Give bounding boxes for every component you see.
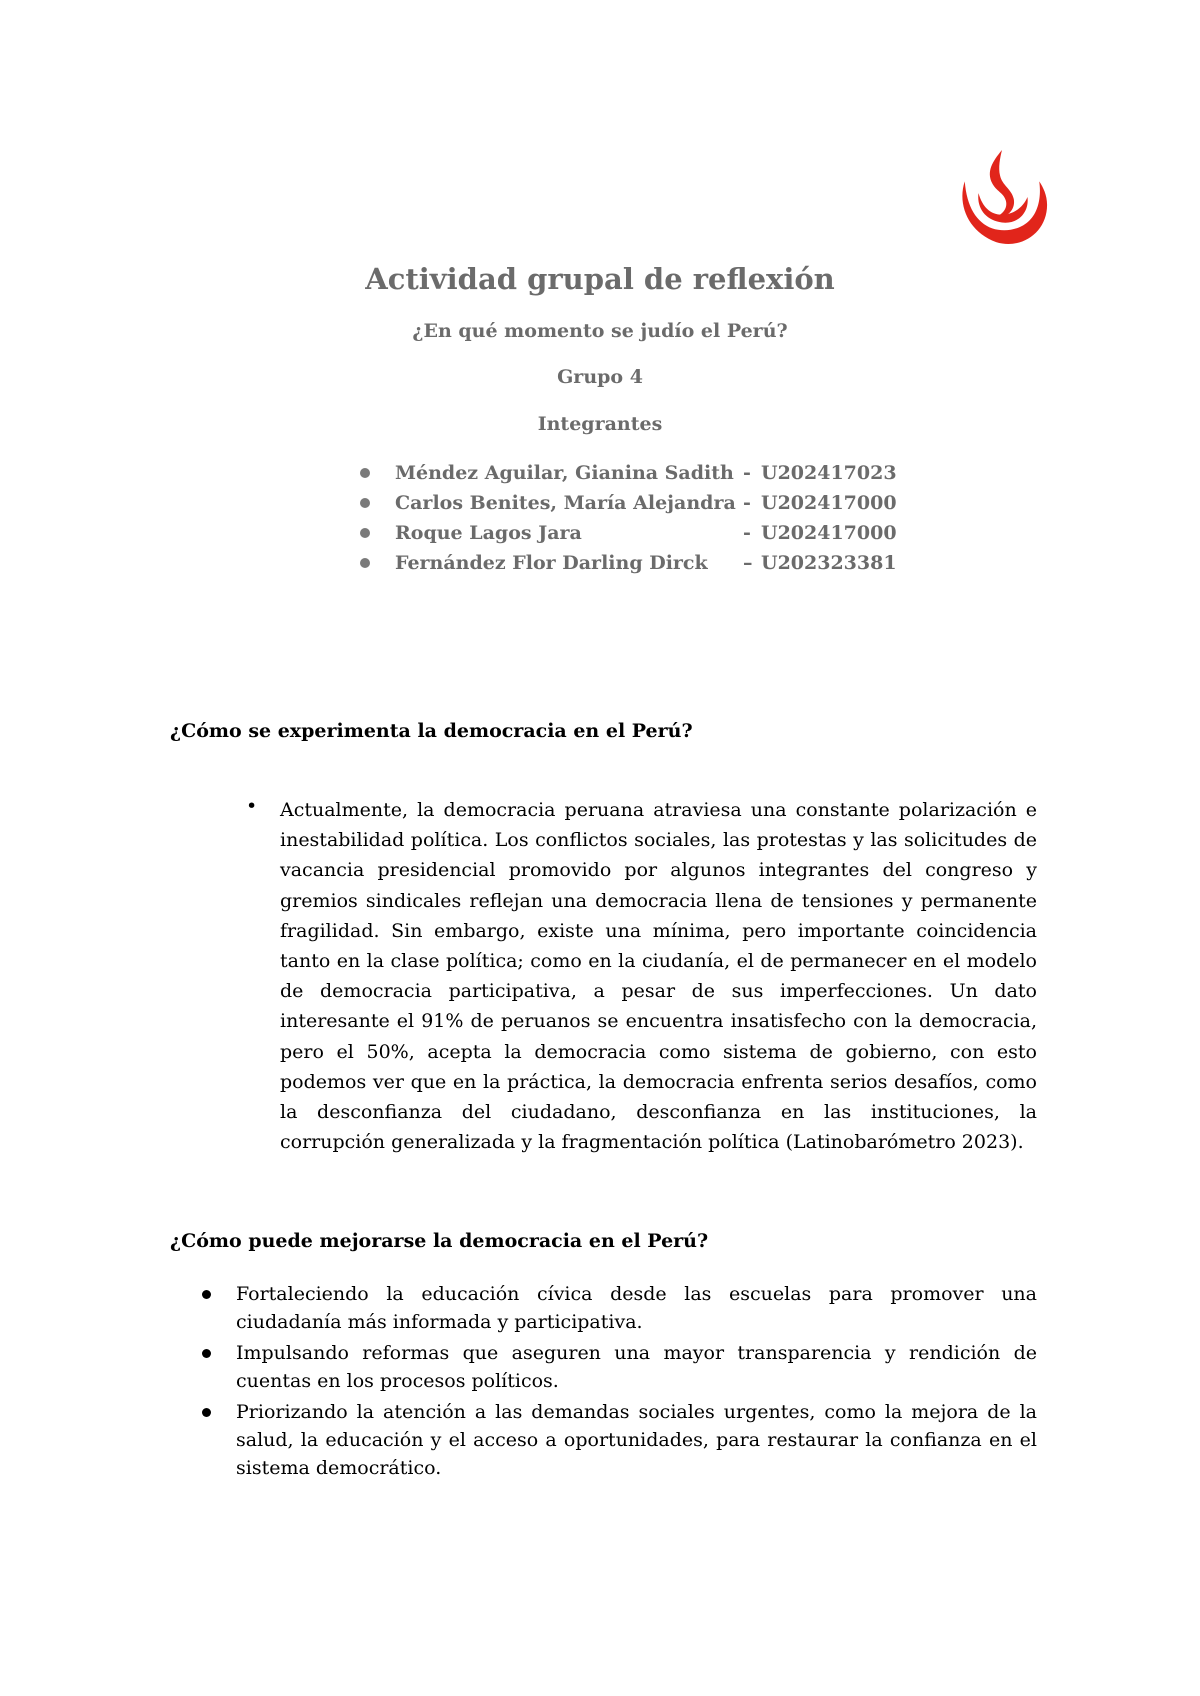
bullet-icon	[360, 528, 370, 538]
member-separator: -	[743, 492, 751, 514]
member-code: U202417023	[761, 462, 897, 484]
list-item	[202, 1339, 1037, 1395]
member-name: Carlos Benites, María Alejandra	[395, 492, 736, 514]
section-heading: ¿Cómo puede mejorarse la democracia en el Perú?	[170, 1230, 709, 1252]
member-item	[360, 488, 897, 518]
bullet-icon	[360, 468, 370, 478]
member-code: U202417000	[761, 522, 897, 544]
member-code: U202323381	[761, 552, 897, 574]
bullet-icon	[360, 558, 370, 568]
upc-flame-logo-icon	[953, 148, 1051, 246]
member-separator: -	[743, 462, 751, 484]
member-item	[360, 548, 897, 578]
bullet-icon: •	[246, 795, 258, 817]
member-code: U202417000	[761, 492, 897, 514]
member-name: Méndez Aguilar, Gianina Sadith	[395, 462, 734, 484]
member-name: Fernández Flor Darling Dirck	[395, 552, 708, 574]
improvements-list	[202, 1280, 1037, 1485]
bullet-icon	[202, 1349, 211, 1358]
members-list	[360, 458, 897, 578]
member-separator: –	[743, 552, 753, 574]
list-item	[202, 1398, 1037, 1482]
list-item	[202, 1280, 1037, 1336]
section-paragraph: Actualmente, la democracia peruana atraviesa una constante polarización e inestabilidad política. Los conflictos sociales, las protestas y las solicitudes de vacancia presidencial promovido por algunos integrantes del congreso y gremios sindicales reflejan una democracia llena de tensiones y permanente fragilidad. Sin embargo, existe una mínima, pero importante coincidencia tanto en la clase política; como en la ciudanía, el de permanecer en el modelo de democracia participativa, a pesar de sus imperfecciones. Un dato interesante el 91% de peruanos se encuentra insatisfecho con la democracia, pero el 50%, acepta la democracia como sistema de gobierno, con esto podemos ver que en la práctica, la democracia enfrenta serios desafíos, como la desconfianza del ciudadano, desconfianza en las instituciones, la corrupción generalizada y la fragmentación política (Latinobarómetro 2023).	[280, 799, 1037, 1154]
list-item-text: Fortaleciendo la educación cívica desde las escuelas para promover una ciudadanía más informada y participativa.	[236, 1283, 1037, 1333]
bullet-icon	[360, 498, 370, 508]
bullet-icon	[202, 1290, 211, 1299]
list-item-text: Priorizando la atención a las demandas sociales urgentes, como la mejora de la salud, la educación y el acceso a oportunidades, para restaurar la confianza en el sistema democrático.	[236, 1401, 1037, 1479]
members-label: Integrantes	[537, 413, 663, 435]
member-item	[360, 458, 897, 488]
section-heading: ¿Cómo se experimenta la democracia en el Perú?	[170, 720, 693, 742]
list-item-text: Impulsando reformas que aseguren una mayor transparencia y rendición de cuentas en los procesos políticos.	[236, 1342, 1037, 1392]
member-name: Roque Lagos Jara	[395, 522, 582, 544]
document-title: Actividad grupal de reflexión	[365, 262, 835, 296]
bullet-icon	[202, 1408, 211, 1417]
document-subtitle: ¿En qué momento se judío el Perú?	[412, 320, 788, 342]
group-label: Grupo 4	[557, 366, 643, 388]
member-item	[360, 518, 897, 548]
member-separator: -	[743, 522, 751, 544]
